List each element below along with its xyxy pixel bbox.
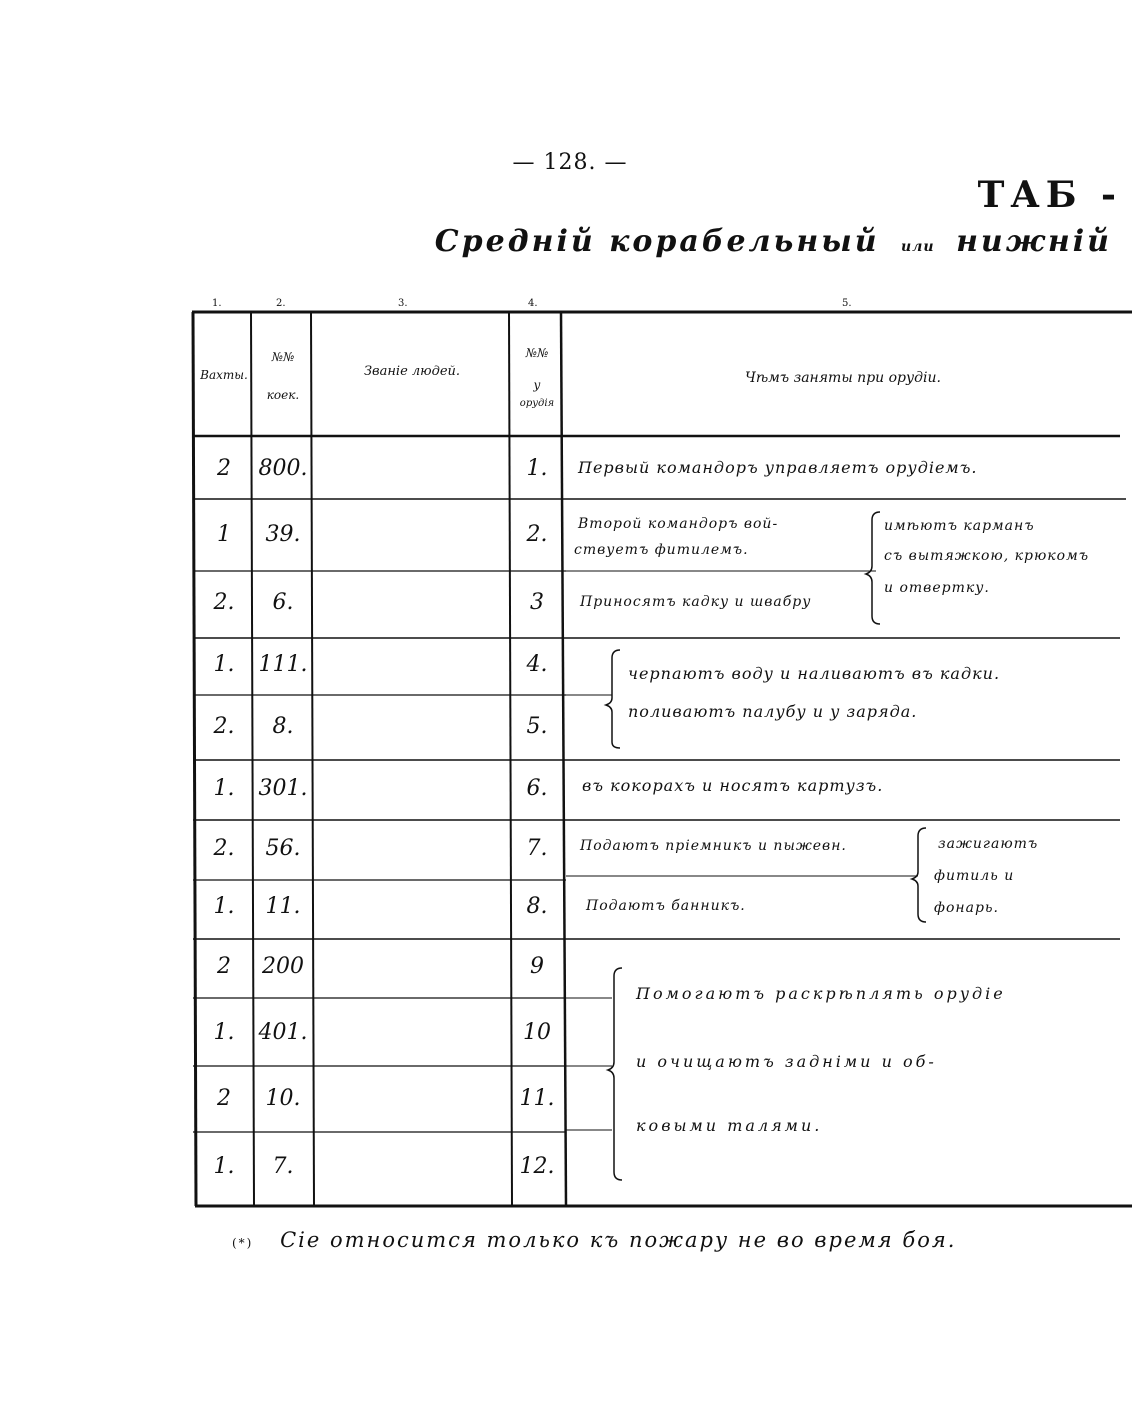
duty-rows-2-3-right-line-2: съ вытяжкою, крюкомъ [884,548,1090,564]
header-gun-number: №№ [525,346,549,360]
page-title-fragment: ТАБ - [977,174,1122,216]
row-4-bunk: 111. [258,652,308,677]
row-3-gun: 3 [530,590,544,615]
row-7-bunk: 56. [265,836,301,861]
row-12-gun: 12. [519,1154,555,1179]
row-6-watch: 1. [213,776,235,801]
duty-row-3: Приносятъ кадку и швабру [580,594,812,610]
column-number-2: 2. [276,298,286,309]
row-9-gun: 9 [530,954,544,979]
duty-row-7: Подаютъ пріемникъ и пыжевн. [580,838,847,854]
row-1-watch: 2 [217,456,231,481]
footnote-text: Сіе относится только къ пожару не во время боя. [280,1228,957,1252]
duty-rows-4-5-line-2: поливаютъ палубу и у заряда. [628,702,918,721]
row-10-watch: 1. [213,1020,235,1045]
row-1-gun: 1. [526,456,548,481]
row-2-bunk: 39. [265,522,301,547]
row-4-gun: 4. [526,652,548,677]
header-duty: Чѣмъ заняты при орудіи. [745,370,941,386]
duty-rows-7-8-right-line-1: зажигаютъ [938,836,1039,852]
duty-rows-2-3-right-line-3: и отвертку. [884,580,990,596]
duty-row-2-line-2: ствуетъ фитилемъ. [574,542,749,558]
header-gun-mid: у [533,378,541,392]
row-3-watch: 2. [213,590,235,615]
row-2-watch: 1 [217,522,231,547]
row-11-watch: 2 [217,1086,231,1111]
row-4-watch: 1. [213,652,235,677]
duty-rows-9-12-line-3: ковыми талями. [636,1116,823,1135]
header-bunk-number: №№ [271,350,295,364]
column-number-4: 4. [528,298,538,309]
row-11-gun: 11. [519,1086,555,1111]
duty-row-8: Подаютъ банникъ. [586,898,746,914]
subtitle-part-1: Средній корабельный [434,224,880,259]
header-rank: Званіе людей. [363,364,461,379]
row-6-gun: 6. [526,776,548,801]
duty-row-1: Первый командоръ управляетъ орудіемъ. [578,458,978,477]
row-9-watch: 2 [217,954,231,979]
duty-rows-9-12-line-1: Помогаютъ раскрѣплять орудіе [636,984,1006,1003]
footnote [232,1228,956,1252]
header-gun-sub: орудія [519,398,555,409]
row-10-gun: 10 [523,1020,551,1045]
row-7-gun: 7. [526,836,548,861]
column-number-5: 5. [842,298,852,309]
duty-rows-7-8-right-line-3: фонарь. [934,900,999,916]
duty-row-6: въ кокорахъ и носятъ картузъ. [582,776,884,795]
row-9-bunk: 200 [262,954,304,979]
row-8-bunk: 11. [265,894,301,919]
row-2-gun: 2. [526,522,548,547]
row-5-gun: 5. [526,714,548,739]
footnote-mark: (*) [232,1236,254,1250]
row-6-bunk: 301. [258,776,308,801]
row-8-gun: 8. [526,894,548,919]
row-5-watch: 2. [213,714,235,739]
row-1-bunk: 800. [258,456,308,481]
row-10-bunk: 401. [258,1020,308,1045]
column-number-1: 1. [212,298,222,309]
duty-row-2-line-1: Второй командоръ вой- [578,516,779,532]
header-bunk-sub: коек. [266,388,300,402]
column-number-3: 3. [398,298,408,309]
duty-rows-7-8-right-line-2: фитиль и [934,868,1015,884]
duty-rows-2-3-right-line-1: имѣютъ карманъ [884,518,1035,534]
duty-rows-9-12-line-2: и очищаютъ задніми и об- [636,1052,937,1071]
row-11-bunk: 10. [265,1086,301,1111]
subtitle-part-2: нижній [956,224,1112,259]
row-3-bunk: 6. [272,590,294,615]
header-watch: Вахты. [200,368,248,382]
subtitle-conjunction: или [901,239,935,255]
duty-rows-4-5-line-1: черпаютъ воду и наливаютъ въ кадки. [628,664,1001,683]
row-12-watch: 1. [213,1154,235,1179]
page-number: — 128. — [512,150,628,175]
row-12-bunk: 7. [272,1154,294,1179]
row-5-bunk: 8. [272,714,294,739]
row-8-watch: 1. [213,894,235,919]
row-7-watch: 2. [213,836,235,861]
